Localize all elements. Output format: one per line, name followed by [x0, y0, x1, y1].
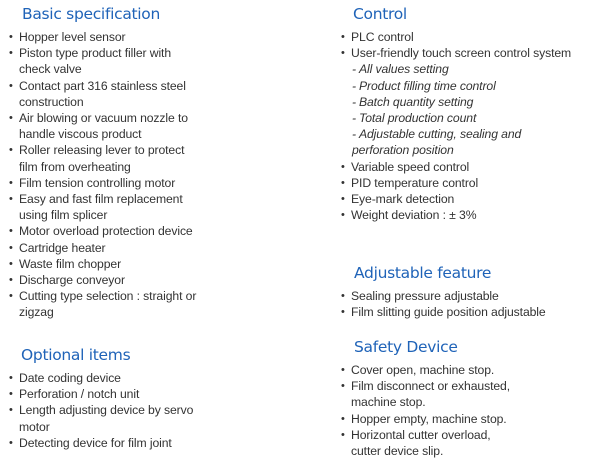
- list-item: • Easy and fast film replacement using film splicer: [8, 191, 205, 223]
- list-item: • Eye-mark detection: [340, 191, 581, 207]
- list-item: • Film slitting guide position adjustable: [340, 304, 600, 320]
- optional-items-list: [8, 370, 308, 451]
- safety-device-section: [340, 338, 598, 459]
- list-item: • Contact part 316 stainless steel construction: [8, 78, 204, 110]
- sub-list-item: [340, 61, 582, 77]
- sub-list-item: [340, 110, 582, 126]
- sub-item-text: Adjustable cutting, sealing and perforation position: [352, 127, 522, 158]
- sub-list-item: [340, 126, 552, 158]
- list-item: • Sealing pressure adjustable: [340, 288, 600, 304]
- dash-glyph: -: [352, 111, 356, 126]
- list-item: • Cartridge heater: [8, 240, 219, 256]
- list-item: • Hopper empty, machine stop.: [340, 411, 571, 427]
- basic-specification-section: [8, 5, 308, 321]
- list-item: • Cutting type selection : straight or zigzag: [8, 288, 219, 320]
- list-item: • User-friendly touch screen control system: [340, 45, 579, 61]
- adjustable-feature-list: [340, 288, 598, 320]
- dash-glyph: -: [352, 78, 356, 93]
- list-item: • Weight deviation : ± 3%: [340, 207, 581, 223]
- list-item: • PLC control: [340, 29, 581, 45]
- dash-glyph: -: [352, 94, 356, 109]
- safety-device-list: [340, 362, 598, 459]
- dash-glyph: -: [352, 62, 356, 77]
- optional-items-section: [8, 346, 308, 451]
- adjustable-feature-heading: Adjustable feature: [354, 264, 492, 282]
- basic-specification-heading: Basic specification: [22, 5, 161, 23]
- list-item: • Film disconnect or exhausted, machine stop.: [340, 378, 546, 410]
- list-item: • Date coding device: [8, 370, 219, 386]
- list-item: • Waste film chopper: [8, 256, 219, 272]
- list-item: • Variable speed control: [340, 159, 581, 175]
- list-item: • Film tension controlling motor: [8, 175, 219, 191]
- sub-list-item: [340, 94, 582, 110]
- list-item: • Piston type product filler with check valve: [8, 45, 199, 77]
- safety-device-heading: Safety Device: [354, 338, 458, 356]
- list-item: • Perforation / notch unit: [8, 386, 219, 402]
- list-item: • Cover open, machine stop.: [340, 362, 571, 378]
- sub-item-text: Product filling time control: [358, 78, 496, 93]
- control-heading: Control: [353, 5, 407, 23]
- list-item: • Motor overload protection device: [8, 223, 239, 239]
- list-item: • Roller releasing lever to protect film from overheating: [8, 142, 204, 174]
- dash-glyph: -: [352, 127, 356, 142]
- optional-items-heading: Optional items: [21, 346, 131, 364]
- list-item: • Discharge conveyor: [8, 272, 219, 288]
- control-list: [340, 29, 598, 223]
- control-section: [340, 5, 598, 223]
- adjustable-feature-section: [340, 264, 598, 320]
- sub-list-item: [340, 78, 582, 94]
- list-item: • Horizontal cutter overload, cutter device slip.: [340, 427, 521, 459]
- sub-item-text: Batch quantity setting: [358, 94, 474, 109]
- basic-specification-list: [8, 29, 308, 321]
- list-item: • Air blowing or vacuum nozzle to handle viscous product: [8, 110, 204, 142]
- sub-item-text: Total production count: [358, 111, 477, 126]
- list-item: • Length adjusting device by servo motor: [8, 402, 224, 434]
- list-item: • PID temperature control: [340, 175, 581, 191]
- list-item: • Hopper level sensor: [8, 29, 169, 45]
- sub-item-text: All values setting: [358, 62, 449, 77]
- list-item: • Detecting device for film joint: [8, 435, 239, 451]
